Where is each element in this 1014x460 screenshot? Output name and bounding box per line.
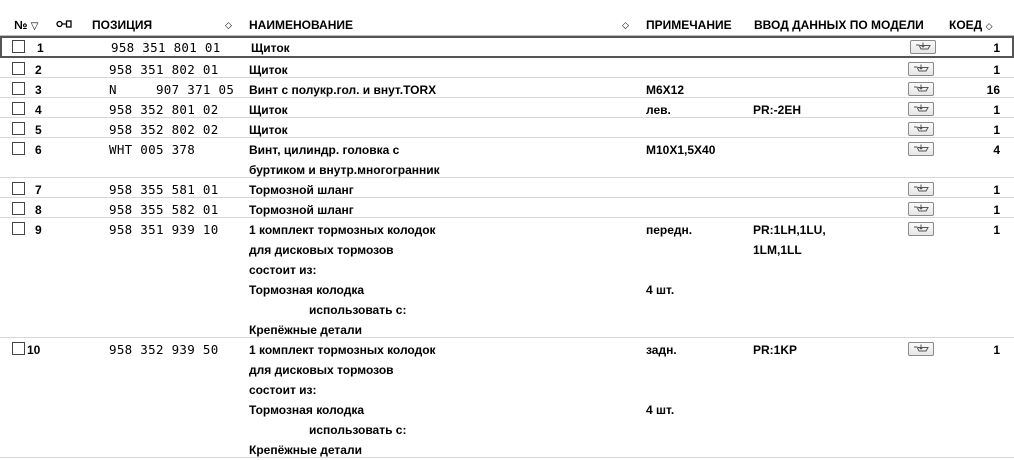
- description-line: для дисковых тормозов: [249, 363, 394, 377]
- model-input: [753, 220, 826, 260]
- sort-down-icon[interactable]: ▽: [30, 21, 39, 32]
- description-line: Тормозная колодка: [249, 403, 365, 417]
- cart-icon: [912, 224, 930, 234]
- description-line: Щиток: [251, 41, 290, 55]
- part-note: [646, 140, 715, 160]
- row-number: 9: [35, 223, 42, 237]
- part-number[interactable]: N 907 371 05: [109, 82, 235, 97]
- row-checkbox[interactable]: [12, 122, 25, 135]
- table-row[interactable]: [0, 178, 1014, 198]
- cart-icon: [912, 344, 930, 354]
- quantity: 1: [993, 183, 1000, 197]
- row-checkbox[interactable]: [12, 142, 25, 155]
- note-line: [646, 360, 677, 380]
- part-number[interactable]: 958 352 802 02: [109, 122, 219, 137]
- part-number[interactable]: 958 351 939 10: [109, 222, 219, 237]
- note-line: [646, 240, 692, 260]
- quantity: 1: [993, 41, 1000, 55]
- quantity: 1: [993, 223, 1000, 237]
- add-to-cart-button[interactable]: [908, 102, 934, 116]
- row-number: 5: [35, 123, 42, 137]
- table-body: [0, 36, 1014, 458]
- row-number: 1: [37, 41, 44, 55]
- header-model-input[interactable]: ВВОД ДАННЫХ ПО МОДЕЛИ: [754, 18, 924, 32]
- quantity: 16: [986, 83, 1000, 97]
- part-description: [249, 120, 288, 140]
- description-line: Крепёжные детали: [249, 323, 362, 337]
- add-to-cart-button[interactable]: [908, 182, 934, 196]
- cart-icon: [912, 84, 930, 94]
- cart-icon: [914, 42, 932, 52]
- note-line: передн.: [646, 223, 693, 237]
- header-name[interactable]: НАИМЕНОВАНИЕ: [249, 18, 353, 32]
- quantity: 1: [993, 203, 1000, 217]
- sort-icon[interactable]: ◇: [985, 21, 993, 31]
- note-line: [646, 260, 692, 280]
- table-row[interactable]: [0, 58, 1014, 78]
- quantity: 1: [993, 123, 1000, 137]
- part-description: [249, 340, 436, 460]
- description-line: 1 комплект тормозных колодок: [249, 223, 436, 237]
- row-checkbox[interactable]: [12, 102, 25, 115]
- part-number[interactable]: 958 352 801 02: [109, 102, 219, 117]
- description-line: Тормозная колодка: [249, 283, 365, 297]
- note-line: [646, 300, 692, 320]
- part-note: [646, 80, 684, 100]
- description-line: Щиток: [249, 63, 288, 77]
- part-description: [249, 100, 288, 120]
- row-checkbox[interactable]: [12, 342, 25, 355]
- part-note: [646, 340, 677, 460]
- note-line: M10X1,5X40: [646, 143, 716, 157]
- row-checkbox[interactable]: [12, 82, 25, 95]
- row-checkbox[interactable]: [12, 222, 25, 235]
- quantity: 1: [993, 343, 1000, 357]
- part-description: [249, 60, 288, 80]
- description-line: использовать с:: [309, 423, 407, 437]
- add-to-cart-button[interactable]: [910, 40, 936, 54]
- header-num[interactable]: [14, 16, 38, 34]
- description-line: Тормозной шланг: [249, 183, 354, 197]
- part-description: [249, 80, 436, 100]
- table-header: [0, 0, 1014, 36]
- add-to-cart-button[interactable]: [908, 82, 934, 96]
- part-description: [249, 140, 440, 180]
- row-number: 8: [35, 203, 42, 217]
- filter-icon[interactable]: [56, 16, 72, 34]
- part-number[interactable]: WHT 005 378: [109, 142, 196, 157]
- model-input: [753, 340, 797, 360]
- description-line: 1 комплект тормозных колодок: [249, 343, 436, 357]
- part-number[interactable]: 958 351 801 01: [111, 40, 221, 55]
- description-line: Щиток: [249, 103, 288, 117]
- description-line: состоит из:: [249, 263, 317, 277]
- part-description: [249, 180, 354, 200]
- part-note: [646, 220, 692, 340]
- note-line: M6X12: [646, 83, 685, 97]
- table-row[interactable]: [0, 198, 1014, 218]
- table-row[interactable]: [0, 78, 1014, 98]
- row-number: 4: [35, 103, 42, 117]
- note-line: 4 шт.: [646, 283, 675, 297]
- sort-icon[interactable]: ◇: [622, 20, 629, 30]
- part-description: [251, 38, 290, 58]
- cart-icon: [912, 204, 930, 214]
- description-line: Винт с полукр.гол. и внут.TORX: [249, 83, 437, 97]
- table-row[interactable]: [0, 36, 1014, 58]
- cart-icon: [912, 104, 930, 114]
- part-description: [249, 200, 354, 220]
- description-line: Винт, цилиндр. головка с: [249, 143, 400, 157]
- header-num-label: №: [14, 18, 28, 32]
- note-line: [646, 380, 677, 400]
- add-to-cart-button[interactable]: [908, 142, 934, 156]
- row-number: 2: [35, 63, 42, 77]
- table-row[interactable]: [0, 138, 1014, 178]
- add-to-cart-button[interactable]: [908, 202, 934, 216]
- note-line: [646, 320, 692, 340]
- row-checkbox[interactable]: [12, 182, 25, 195]
- description-line: для дисковых тормозов: [249, 243, 394, 257]
- model-input: [753, 100, 801, 120]
- note-line: [646, 440, 677, 460]
- description-line: Тормозной шланг: [249, 203, 354, 217]
- cart-icon: [912, 64, 930, 74]
- description-line: Крепёжные детали: [249, 443, 362, 457]
- add-to-cart-button[interactable]: [908, 342, 934, 356]
- note-line: задн.: [646, 343, 677, 357]
- model-line: PR:1KP: [753, 343, 798, 357]
- quantity: 4: [993, 143, 1000, 157]
- part-number[interactable]: 958 355 582 01: [109, 202, 219, 217]
- description-line: буртиком и внутр.многогранник: [249, 163, 440, 177]
- description-line: состоит из:: [249, 383, 317, 397]
- header-position[interactable]: ПОЗИЦИЯ: [92, 18, 153, 32]
- quantity: 1: [993, 103, 1000, 117]
- row-number: 7: [35, 183, 42, 197]
- cart-icon: [912, 124, 930, 134]
- note-line: [646, 420, 677, 440]
- description-line: использовать с:: [309, 303, 407, 317]
- quantity: 1: [993, 63, 1000, 77]
- row-checkbox[interactable]: [12, 62, 25, 75]
- part-number[interactable]: 958 352 939 50: [109, 342, 219, 357]
- note-line: лев.: [646, 103, 671, 117]
- part-description: [249, 220, 436, 340]
- model-line: PR:-2EH: [753, 103, 802, 117]
- row-checkbox[interactable]: [12, 202, 25, 215]
- sort-icon[interactable]: ◇: [225, 20, 232, 30]
- description-line: Щиток: [249, 123, 288, 137]
- header-note[interactable]: ПРИМЕЧАНИЕ: [646, 18, 732, 32]
- part-number[interactable]: 958 351 802 01: [109, 62, 219, 77]
- table-row[interactable]: [0, 338, 1014, 458]
- table-row[interactable]: [0, 118, 1014, 138]
- add-to-cart-button[interactable]: [908, 122, 934, 136]
- row-number: 10: [27, 343, 41, 357]
- cart-icon: [912, 144, 930, 154]
- part-note: [646, 100, 671, 120]
- table-row[interactable]: [0, 98, 1014, 118]
- header-qty[interactable]: [949, 16, 992, 34]
- model-line: 1LM,1LL: [753, 243, 802, 257]
- pin-filter-icon: [56, 19, 72, 29]
- cart-icon: [912, 184, 930, 194]
- model-line: PR:1LH,1LU,: [753, 223, 826, 237]
- note-line: 4 шт.: [646, 403, 675, 417]
- add-to-cart-button[interactable]: [908, 62, 934, 76]
- header-qty-label: КОЕД: [949, 18, 983, 32]
- row-number: 3: [35, 83, 42, 97]
- add-to-cart-button[interactable]: [908, 222, 934, 236]
- part-number[interactable]: 958 355 581 01: [109, 182, 219, 197]
- table-row[interactable]: [0, 218, 1014, 338]
- row-checkbox[interactable]: [12, 40, 25, 53]
- row-number: 6: [35, 143, 42, 157]
